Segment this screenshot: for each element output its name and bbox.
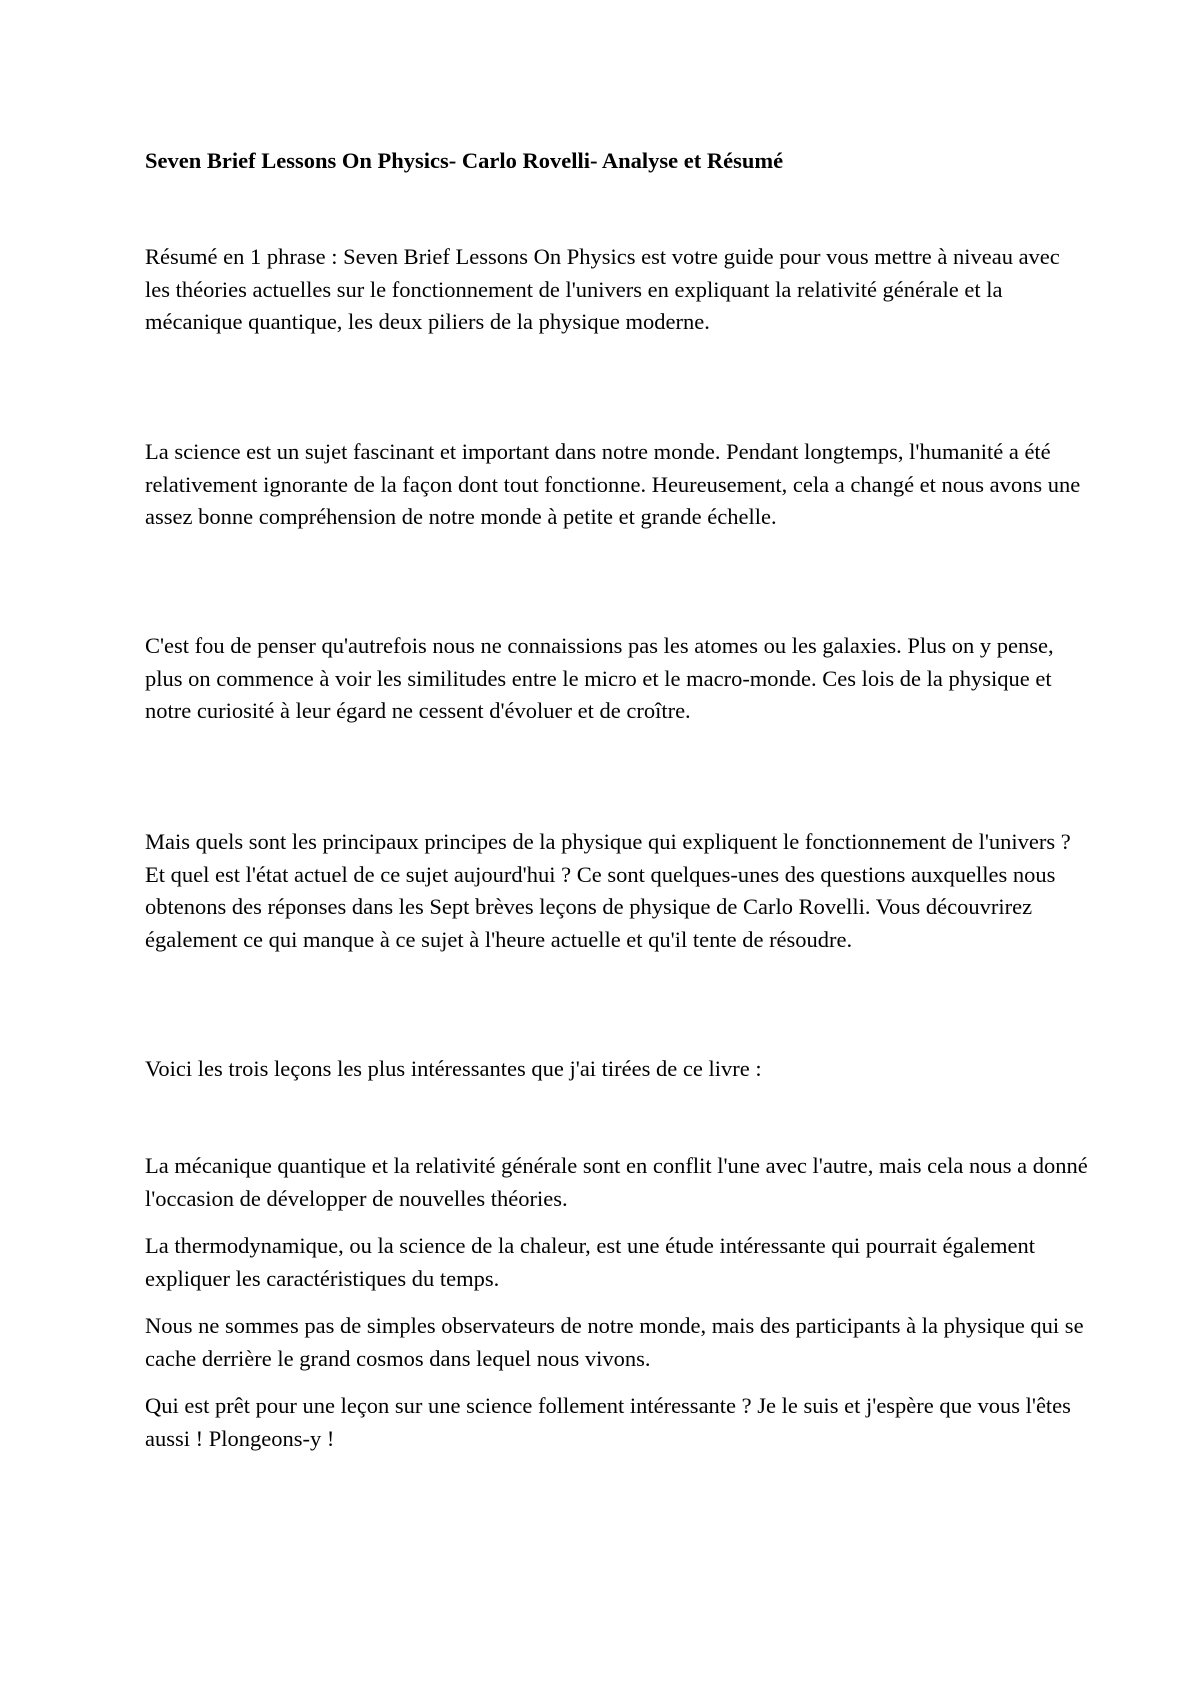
lessons-intro-paragraph: Voici les trois leçons les plus intéressantes que j'ai tirées de ce livre : — [145, 1056, 762, 1081]
summary-paragraph: Résumé en 1 phrase : Seven Brief Lessons On Physics est votre guide pour vous mettre à niveau avec les théories actuelles sur le fonctionnement de l'univers en expliquant la relativité générale et la mécanique quantique, les deux piliers de la physique moderne. — [145, 244, 1060, 334]
lesson-item: Nous ne sommes pas de simples observateurs de notre monde, mais des participants à la physique qui se cache derrière le grand cosmos dans lequel nous vivons. — [145, 1313, 1084, 1371]
closing-paragraph: Qui est prêt pour une leçon sur une science follement intéressante ? Je le suis et j'espère que vous l'êtes aussi ! Plongeons-y ! — [145, 1393, 1071, 1451]
lesson-item: La mécanique quantique et la relativité générale sont en conflit l'une avec l'autre, mais cela nous a donné l'occasion de développer de nouvelles théories. — [145, 1153, 1088, 1211]
document-title: Seven Brief Lessons On Physics- Carlo Rovelli- Analyse et Résumé — [145, 148, 784, 173]
lesson-item: La thermodynamique, ou la science de la chaleur, est une étude intéressante qui pourrait également expliquer les caractéristiques du temps. — [145, 1233, 1035, 1291]
body-paragraph: Mais quels sont les principaux principes de la physique qui expliquent le fonctionnement de l'univers ? Et quel est l'état actuel de ce sujet aujourd'hui ? Ce sont quelques-unes des questions auxquelles nous obtenons des réponses dans les Sept brèves leçons de physique de Carlo Rovelli. Vous découvrirez également ce qui manque à ce sujet à l'heure actuelle et qu'il tente de résoudre. — [145, 829, 1071, 952]
body-paragraph: C'est fou de penser qu'autrefois nous ne connaissions pas les atomes ou les galaxies. Plus on y pense, plus on commence à voir les similitudes entre le micro et le macro-monde. Ces lois de la physique et notre curiosité à leur égard ne cessent d'évoluer et de croître. — [145, 633, 1054, 723]
intro-paragraph: La science est un sujet fascinant et important dans notre monde. Pendant longtemps, l'humanité a été relativement ignorante de la façon dont tout fonctionne. Heureusement, cela a changé et nous avons une assez bonne compréhension de notre monde à petite et grande échelle. — [145, 439, 1081, 529]
